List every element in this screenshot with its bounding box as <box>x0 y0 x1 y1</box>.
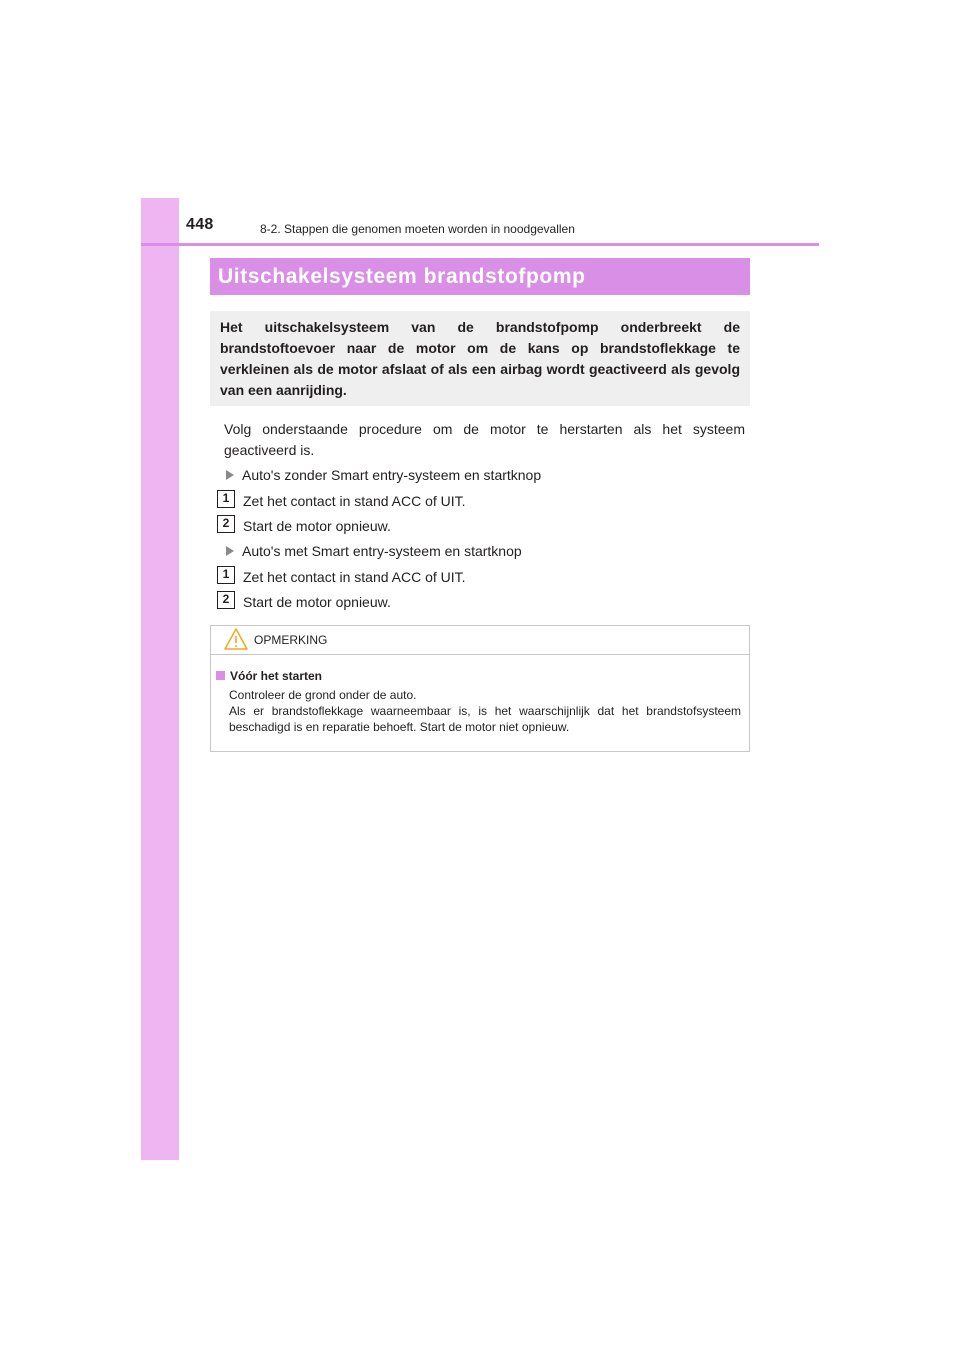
step-text: Zet het contact in stand ACC of UIT. <box>243 493 466 509</box>
square-bullet-icon <box>216 671 225 680</box>
step-text: Zet het contact in stand ACC of UIT. <box>243 569 466 585</box>
sub-heading-with-smart-entry <box>226 542 522 560</box>
note-line: Als er brandstoflekkage waarneembaar is, is het waarschijnlijk dat het brandstofsysteem beschadigd is en reparatie behoeft. Start de motor niet opnieuw. <box>229 704 741 734</box>
step-text: Start de motor opnieuw. <box>243 594 391 610</box>
step-number-badge: 1 <box>217 490 235 508</box>
sub-heading-without-smart-entry <box>226 466 541 484</box>
page-number: 448 <box>186 216 214 233</box>
page-title: Uitschakelsysteem brandstofpomp <box>210 258 750 295</box>
header-divider <box>141 243 819 246</box>
sub-heading-label: Auto's met Smart entry-systeem en startknop <box>242 543 522 559</box>
triangle-bullet-icon <box>226 546 234 556</box>
sub-heading-label: Auto's zonder Smart entry-systeem en startknop <box>242 467 542 483</box>
note-header <box>211 626 749 655</box>
triangle-bullet-icon <box>226 470 234 480</box>
chapter-sidebar <box>141 198 179 1160</box>
step-number-badge: 2 <box>217 591 235 609</box>
warning-triangle-icon <box>223 627 249 651</box>
note-line: Controleer de grond onder de auto. <box>229 688 417 702</box>
note-label: OPMERKING <box>254 633 328 647</box>
intro-text: Het uitschakelsysteem van de brandstofpomp onderbreekt de brandstoftoevoer naar de motor om de kans op brandstoflekkage te verkleinen als de motor afslaat of als een airbag wordt geactiveerd als gevolg van een aanrijding. <box>220 319 740 398</box>
note-box <box>210 625 750 752</box>
intro-box <box>210 311 750 406</box>
note-title-text: Vóór het starten <box>230 669 323 683</box>
step-number-badge: 1 <box>217 566 235 584</box>
section-header: 8-2. Stappen die genomen moeten worden in noodgevallen <box>260 222 575 236</box>
step-number-badge: 2 <box>217 515 235 533</box>
note-body <box>229 687 741 735</box>
note-title <box>216 669 322 683</box>
step-text: Start de motor opnieuw. <box>243 518 391 534</box>
body-text: Volg onderstaande procedure om de motor te herstarten als het systeem geactiveerd is. <box>224 421 745 458</box>
